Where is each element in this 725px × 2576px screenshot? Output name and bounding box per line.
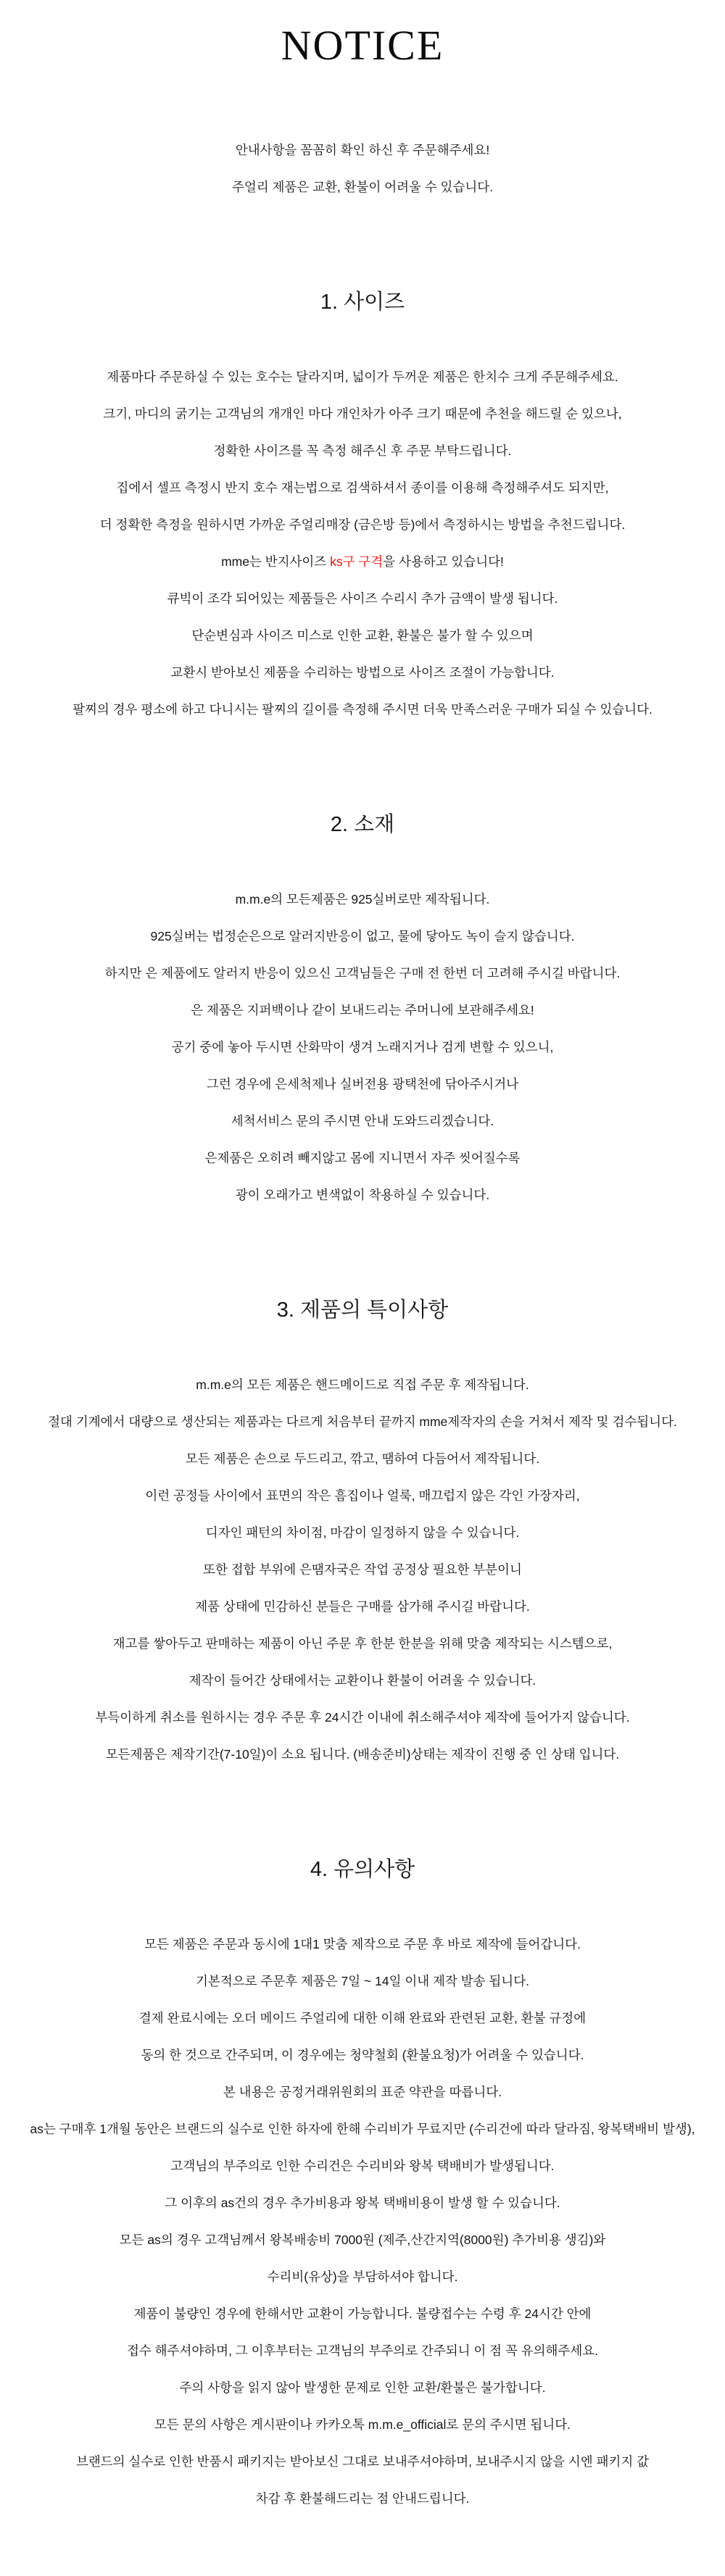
notice-line: 제작이 들어간 상태에서는 교환이나 환불이 어려울 수 있습니다.: [188, 1673, 536, 1688]
notice-line: 더 정확한 측정을 원하시면 가까운 주얼리매장 (금은방 등)에서 측정하시는 방법을 추천드립니다.: [99, 517, 626, 532]
notice-line-ring-standard: [0, 554, 725, 570]
notice-line: 모든 제품은 주문과 동시에 1대1 맞춤 제작으로 주문 후 바로 제작에 들어갑니다.: [144, 1937, 581, 1951]
notice-line: 기본적으로 주문후 제품은 7일 ~ 14일 이내 제작 발송 됩니다.: [196, 1974, 529, 1988]
ring-size-standard-highlight: ks구 구격: [330, 554, 384, 569]
notice-line: 그런 경우에 은세척제나 실버전용 광택천에 닦아주시거나: [206, 1077, 519, 1091]
notice-line: 제품 상태에 민감하신 분들은 구매를 삼가해 주시길 바랍니다.: [195, 1599, 530, 1614]
intro-block: [0, 142, 725, 195]
section-heading: 2. 소재: [330, 813, 395, 836]
notice-line: 제품마다 주문하실 수 있는 호수는 달라지며, 넓이가 두꺼운 제품은 한치수 크게 주문해주세요.: [107, 370, 618, 384]
section-product-notes: [0, 1296, 725, 1762]
notice-line: 차감 후 환불해드리는 점 안내드립니다.: [255, 2491, 470, 2506]
notice-line: 디자인 패턴의 차이점, 마감이 일정하지 않을 수 있습니다.: [205, 1525, 520, 1540]
page-title: NOTICE: [281, 22, 444, 69]
notice-line: m.m.e의 모든 제품은 핸드메이드로 직접 주문 후 제작됩니다.: [196, 1377, 529, 1392]
section-heading: 1. 사이즈: [320, 291, 405, 314]
notice-line: 세척서비스 문의 주시면 안내 도와드리겠습니다.: [231, 1114, 494, 1128]
notice-line: 부득이하게 취소를 원하시는 경우 주문 후 24시간 이내에 취소해주셔야 제작에 들어가지 않습니다.: [95, 1710, 630, 1725]
notice-line: 큐빅이 조각 되어있는 제품들은 사이즈 수리시 추가 금액이 발생 됩니다.: [167, 591, 558, 606]
notice-line: 팔찌의 경우 평소에 하고 다니시는 팔찌의 길이를 측정해 주시면 더욱 만족스러운 구매가 되실 수 있습니다.: [72, 702, 652, 717]
notice-line: 은 제품은 지퍼백이나 같이 보내드리는 주머니에 보관해주세요!: [191, 1003, 534, 1017]
line-prefix: mme는 반지사이즈: [221, 554, 331, 569]
notice-line: 크기, 마디의 굵기는 고객님의 개개인 마다 개인차가 아주 크기 때문에 추천을 해드릴 순 있으나,: [103, 407, 622, 421]
notice-line: m.m.e의 모든제품은 925실버로만 제작됩니다.: [235, 892, 490, 906]
section-precautions: [0, 1855, 725, 2506]
notice-line: 결제 완료시에는 오더 메이드 주얼리에 대한 이해 완료와 관련된 교환, 환불 규정에: [138, 2011, 587, 2025]
notice-line: 집에서 셀프 측정시 반지 호수 재는법으로 검색하셔서 종이를 이용해 측정해주셔도 되지만,: [116, 480, 609, 495]
notice-line: 동의 한 것으로 간주되며, 이 경우에는 청약철회 (환불요청)가 어려울 수 있습니다.: [141, 2048, 584, 2062]
section-heading: 4. 유의사항: [310, 1858, 415, 1881]
notice-line: 접수 해주셔야하며, 그 이후부터는 고객님의 부주의로 간주되니 이 점 꼭 유의해주세요.: [126, 2343, 599, 2358]
notice-line: 이런 공정들 사이에서 표면의 작은 흠집이나 얼룩, 매끄럽지 않은 각인 가장자리,: [145, 1488, 580, 1503]
notice-line: 은제품은 오히려 빼지않고 몸에 지니면서 자주 씻어질수록: [204, 1151, 521, 1165]
notice-line: 그 이후의 as건의 경우 추가비용과 왕복 택배비용이 발생 할 수 있습니다.: [165, 2196, 560, 2210]
section-material: [0, 810, 725, 1203]
notice-line: 광이 오래가고 변색없이 착용하실 수 있습니다.: [235, 1188, 490, 1202]
notice-line: 교환시 받아보신 제품을 수리하는 방법으로 사이즈 조절이 가능합니다.: [170, 665, 555, 680]
notice-line: 925실버는 법정순은으로 알러지반응이 없고, 물에 닿아도 녹이 슬지 않습니다.: [150, 929, 575, 943]
notice-line: 모든 문의 사항은 게시판이나 카카오톡 m.m.e_official로 문의 주시면 됩니다.: [154, 2417, 571, 2432]
notice-line: 하지만 은 제품에도 알러지 반응이 있으신 고객님들은 구매 전 한번 더 고려해 주시길 바랍니다.: [104, 966, 621, 980]
line-suffix: 을 사용하고 있습니다!: [383, 554, 504, 569]
notice-line: 수리비(유상)을 부담하셔야 합니다.: [267, 2269, 458, 2284]
section-heading: 3. 제품의 특이사항: [276, 1299, 449, 1322]
intro-line: 주얼리 제품은 교환, 환불이 어려울 수 있습니다.: [231, 180, 494, 194]
notice-line: 재고를 쌓아두고 판매하는 제품이 아닌 주문 후 한분 한분을 위해 맞춤 제작되는 시스템으로,: [112, 1636, 613, 1651]
notice-line: 본 내용은 공정거래위원회의 표준 약관을 따릅니다.: [223, 2085, 502, 2099]
notice-line: 브랜드의 실수로 인한 반품시 패키지는 받아보신 그대로 보내주셔야하며, 보내주시지 않을 시엔 패키지 값: [75, 2454, 650, 2469]
notice-line: 공기 중에 놓아 두시면 산화막이 생겨 노래지거나 검게 변할 수 있으니,: [171, 1040, 554, 1054]
notice-line: 모든 as의 경우 고객님께서 왕복배송비 7000원 (제주,산간지역(8000원) 추가비용 생김)와: [119, 2233, 606, 2247]
notice-line: 고객님의 부주의로 인한 수리건은 수리비와 왕복 택배비가 발생됩니다.: [170, 2159, 555, 2173]
notice-line: 단순변심과 사이즈 미스로 인한 교환, 환불은 불가 할 수 있으며: [191, 628, 534, 643]
intro-line: 안내사항을 꼼꼼히 확인 하신 후 주문해주세요!: [235, 143, 490, 157]
notice-line: 절대 기계에서 대량으로 생산되는 제품과는 다르게 처음부터 끝까지 mme제작자의 손을 거쳐서 제작 및 검수됩니다.: [48, 1414, 677, 1429]
notice-line: as는 구매후 1개월 동안은 브랜드의 실수로 인한 하자에 한해 수리비가 무료지만 (수리건에 따라 달라짐, 왕복택배비 발생),: [30, 2122, 695, 2136]
notice-line: 제품이 불량인 경우에 한해서만 교환이 가능합니다. 불량접수는 수령 후 24시간 안에: [133, 2306, 592, 2321]
notice-line: 주의 사항을 읽지 않아 발생한 문제로 인한 교환/환불은 불가합니다.: [179, 2380, 546, 2395]
section-size: [0, 288, 725, 717]
notice-line: 모든제품은 제작기간(7-10일)이 소요 됩니다. (배송준비)상태는 제작이 진행 중 인 상태 입니다.: [105, 1747, 620, 1762]
notice-line: 정확한 사이즈를 꼭 측정 해주신 후 주문 부탁드립니다.: [213, 443, 512, 458]
notice-line: 모든 제품은 손으로 두드리고, 깎고, 땜하여 다듬어서 제작됩니다.: [185, 1451, 540, 1466]
notice-line: 또한 접합 부위에 은땜자국은 작업 공정상 필요한 부분이니: [203, 1562, 522, 1577]
